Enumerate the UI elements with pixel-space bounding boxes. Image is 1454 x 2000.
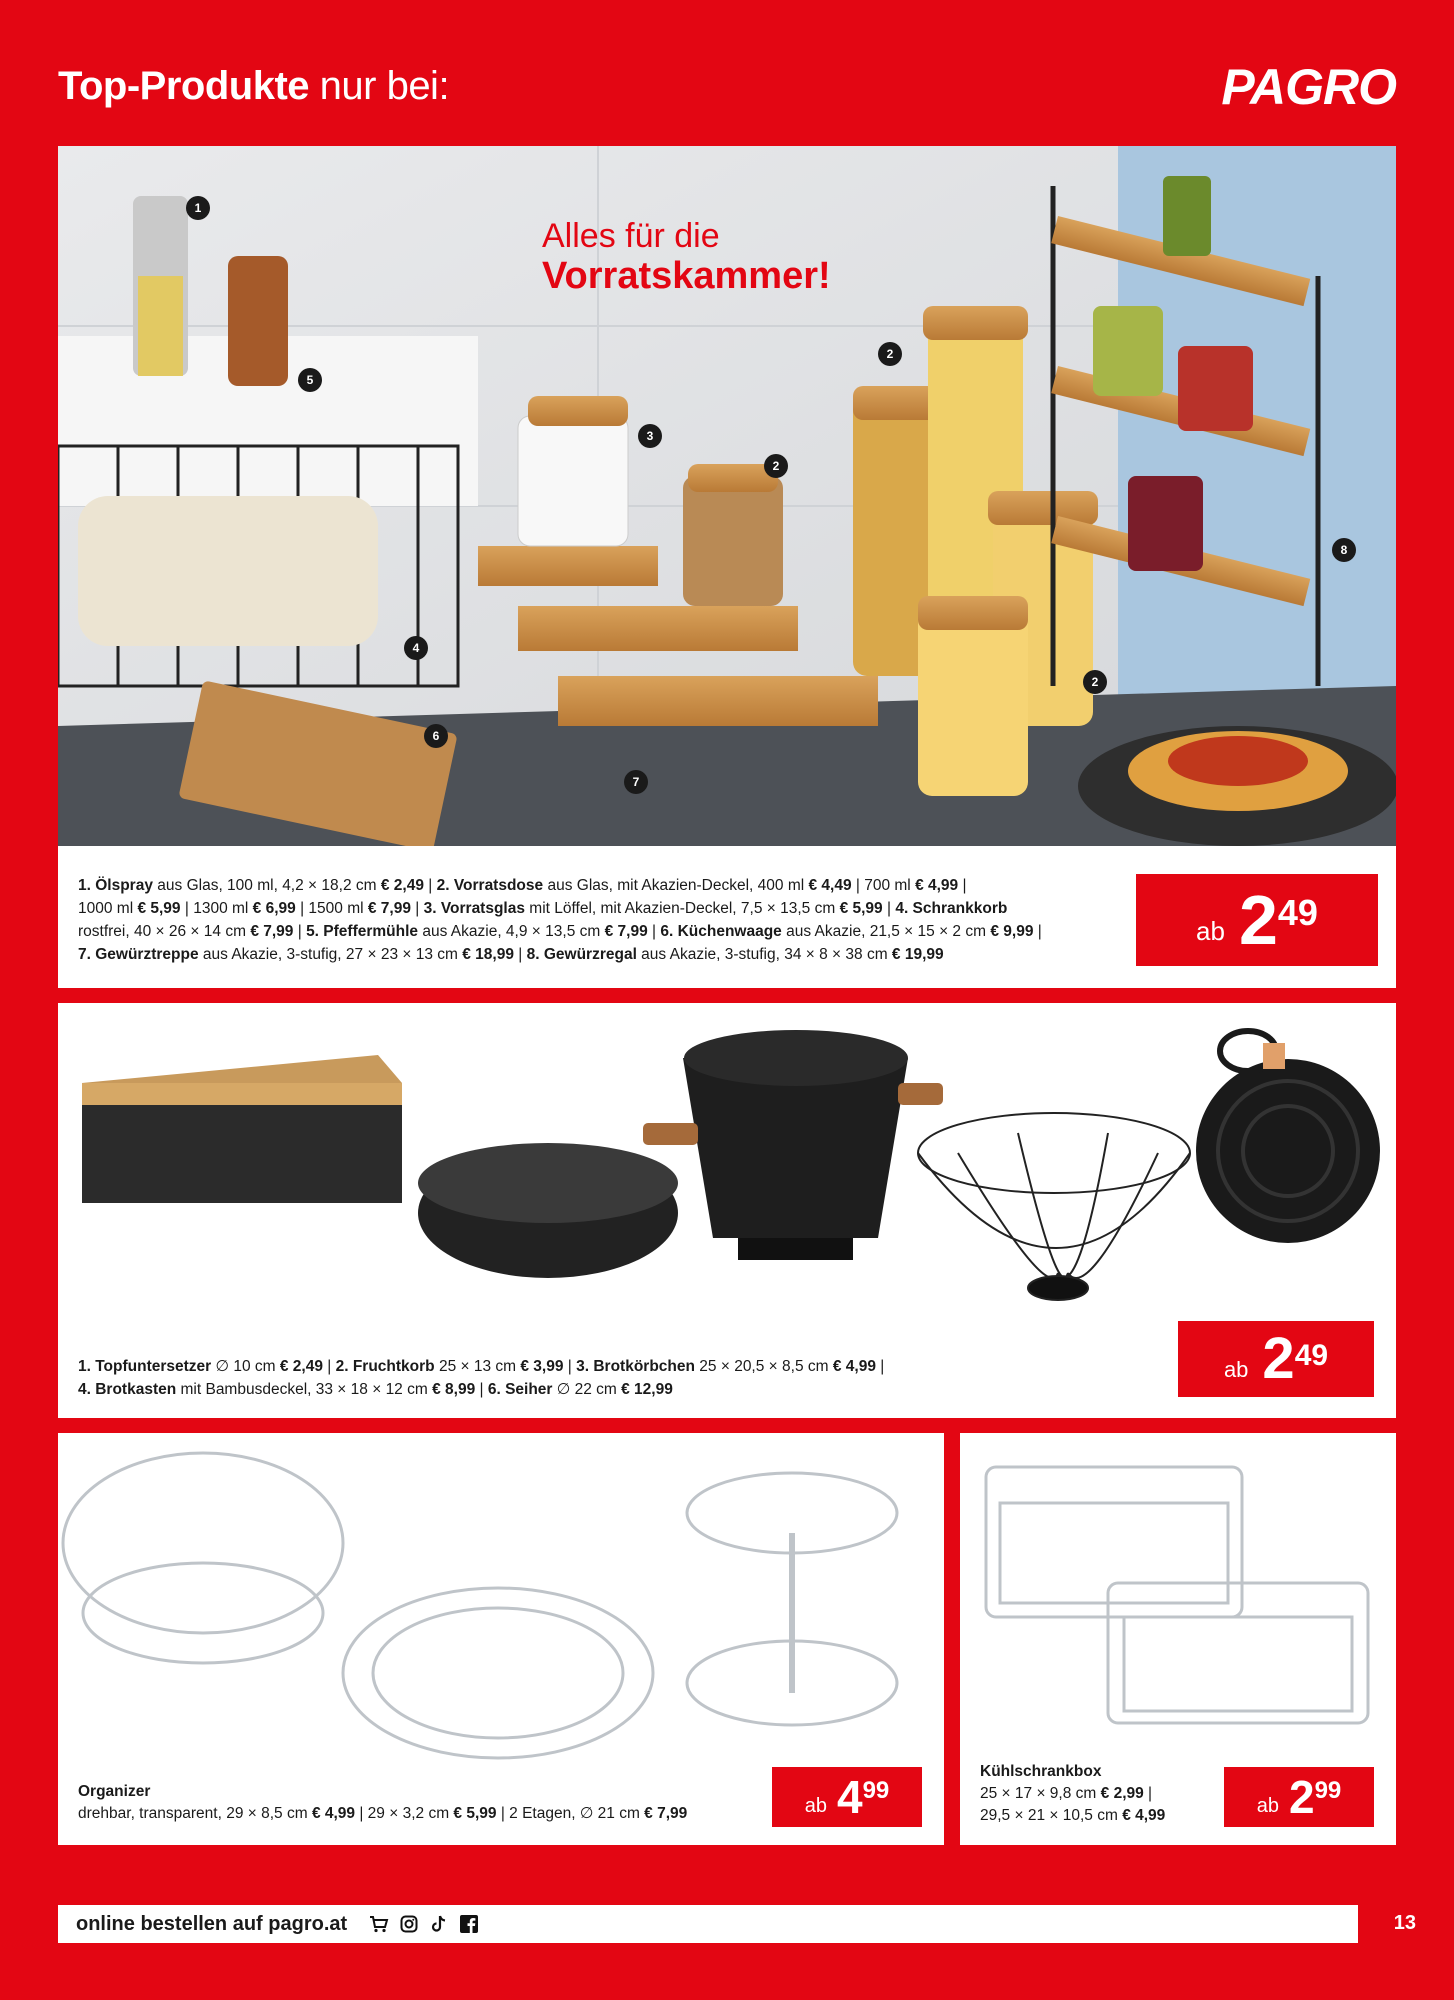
fridge-box-description [980,1783,1220,1827]
description-bold-segment: € 5,99 [137,900,181,917]
description-bold-segment: € 7,99 [250,923,294,940]
description-segment: mit Löffel, mit Akazien-Deckel, 7,5 × 13,5 cm [524,900,840,917]
olive-jar [1093,306,1163,396]
description-segment: | 2 Etagen, ∅ 21 cm [496,1805,645,1822]
description-bold-segment: € 4,99 [832,1358,876,1375]
description-segment: | [513,946,527,963]
description-segment: aus Akazie, 21,5 × 15 × 2 cm [781,923,991,940]
description-segment: 25 × 17 × 9,8 cm [980,1785,1101,1802]
pantry-description [78,874,1178,966]
price-decimal: 49 [1294,1339,1329,1372]
price-integer: 2 [1238,881,1276,959]
colander [643,1030,943,1260]
fridge-box-large [986,1467,1242,1617]
price-integer: 2 [1262,1326,1293,1391]
badge-3: 3 [638,424,662,448]
price-decimal: 99 [862,1777,890,1804]
description-line [980,1805,1220,1827]
description-bold-segment: € 19,99 [891,946,944,963]
description-bold-segment: 4. Brotkasten [78,1381,177,1398]
description-bold-segment: 2. Vorratsdose [436,877,544,894]
badge-2a: 2 [878,342,902,366]
accessories-photo [58,1003,1396,1343]
cart-icon[interactable] [369,1914,389,1934]
pantry-price-box [1136,874,1378,966]
description-bold-segment: 2. Fruchtkorb [335,1358,435,1375]
description-line [78,1355,1078,1378]
description-segment: mit Bambusdeckel, 33 × 18 × 12 cm [176,1381,433,1398]
description-bold-segment: € 4,49 [808,877,852,894]
description-line [78,920,1178,943]
pot-holder [1196,1031,1380,1243]
description-line [78,1378,1078,1401]
description-segment: | 700 ml [851,877,916,894]
organizer-price-box [772,1767,922,1827]
description-bold-segment: 6. Küchenwaage [660,923,782,940]
description-bold-segment: € 4,99 [915,877,959,894]
price-decimal: 49 [1277,892,1318,933]
description-segment: drehbar, transparent, 29 × 8,5 cm [78,1805,312,1822]
description-bold-segment: € 18,99 [462,946,514,963]
description-segment: | [882,900,896,917]
organizer-bowl [63,1453,343,1633]
tiktok-icon[interactable] [429,1914,449,1934]
description-segment: 25 × 13 cm [434,1358,521,1375]
fridge-box-text [980,1761,1220,1827]
description-bold-segment: € 9,99 [990,923,1034,940]
description-segment: | [647,923,661,940]
kitchen-accessories-section [58,1003,1396,1418]
description-bold-segment: 8. Gewürzregal [526,946,637,963]
pantry-headline [542,216,831,296]
page-title-bold: Top-Produkte [58,64,310,108]
fridge-box-photo [960,1433,1396,1753]
description-segment: ∅ 10 cm [211,1358,280,1375]
footer-bar [58,1905,1358,1943]
organizer-description [78,1803,778,1825]
description-bold-segment: 3. Vorratsglas [423,900,525,917]
description-bold-segment: 7. Gewürztreppe [78,946,199,963]
social-icons [369,1914,479,1934]
description-bold-segment: € 3,99 [520,1358,564,1375]
description-bold-segment: € 2,49 [380,877,424,894]
organizer-section [58,1433,944,1845]
fridge-box-title: Kühlschrankbox [980,1763,1102,1780]
price-ab: ab [1196,915,1225,946]
description-segment: | [410,900,424,917]
description-line [78,943,1178,966]
description-segment: | [293,923,307,940]
price-ab: ab [804,1794,827,1817]
farfalle-jar [918,606,1028,796]
price-integer: 4 [836,1771,861,1823]
description-segment: | [423,877,437,894]
pepper-mill [228,256,288,386]
description-segment: | [1033,923,1042,940]
headline-line-2: Vorratskammer! [542,255,831,297]
description-segment: | [322,1358,336,1375]
page-title [58,64,449,109]
description-line [78,874,1178,897]
organizer-text [78,1781,778,1825]
description-segment: | [475,1381,488,1398]
organizer-photo [58,1433,944,1773]
description-segment: | 29 × 3,2 cm [355,1805,454,1822]
description-segment: | [875,1358,885,1375]
badge-6: 6 [424,724,448,748]
description-bold-segment: 1. Topfuntersetzer [78,1358,212,1375]
description-segment: | [1143,1785,1153,1802]
description-bold-segment: € 5,99 [839,900,883,917]
badge-2b: 2 [764,454,788,478]
description-segment: rostfrei, 40 × 26 × 14 cm [78,923,251,940]
description-segment: aus Glas, mit Akazien-Deckel, 400 ml [543,877,809,894]
pagro-logo[interactable]: PAGRO [1221,59,1396,115]
description-bold-segment: € 2,49 [279,1358,323,1375]
organizer-title: Organizer [78,1783,151,1800]
pepper-jar [1178,346,1253,431]
badge-4: 4 [404,636,428,660]
badge-8: 8 [1332,538,1356,562]
storage-jar-small [518,416,628,546]
description-bold-segment: 3. Brotkörbchen [576,1358,695,1375]
description-bold-segment: € 6,99 [252,900,296,917]
description-line [980,1783,1220,1805]
accessories-price-box [1178,1321,1374,1397]
description-bold-segment: € 7,99 [644,1805,688,1822]
description-segment: ∅ 22 cm [552,1381,622,1398]
description-bold-segment: 1. Ölspray [78,877,153,894]
description-bold-segment: € 7,99 [367,900,411,917]
description-segment: | [958,877,967,894]
fridge-box-price-box [1224,1767,1374,1827]
description-segment: | [563,1358,577,1375]
description-bold-segment: 4. Schrankkorb [895,900,1008,917]
price-decimal: 99 [1314,1777,1342,1804]
description-segment: aus Glas, 100 ml, 4,2 × 18,2 cm [152,877,381,894]
online-order-link[interactable]: online bestellen auf pagro.at [76,1912,348,1935]
description-segment: aus Akazie, 3-stufig, 34 × 8 × 38 cm [636,946,892,963]
description-segment: | 1300 ml [180,900,253,917]
price-ab: ab [1256,1794,1279,1817]
description-bold-segment: € 4,99 [1122,1807,1166,1824]
description-bold-segment: € 2,99 [1100,1785,1144,1802]
badge-5: 5 [298,368,322,392]
price-ab: ab [1223,1357,1249,1382]
badge-2c: 2 [1083,670,1107,694]
description-bold-segment: € 7,99 [604,923,648,940]
price-integer: 2 [1288,1771,1313,1823]
page-title-rest: nur bei: [319,64,450,108]
badge-1: 1 [186,196,210,220]
description-bold-segment: 5. Pfeffermühle [306,923,419,940]
fridge-box-section [960,1433,1396,1845]
facebook-icon[interactable] [459,1914,479,1934]
pantry-section [58,146,1396,988]
fruit-basket [918,1113,1190,1300]
description-segment: | 1500 ml [295,900,368,917]
description-segment: 29,5 × 21 × 10,5 cm [980,1807,1123,1824]
lazy-susan [343,1588,653,1758]
badge-7: 7 [624,770,648,794]
description-bold-segment: 6. Seiher [487,1381,553,1398]
accessories-description [78,1355,1078,1401]
description-line [78,897,1178,920]
description-bold-segment: € 8,99 [432,1381,476,1398]
description-bold-segment: € 12,99 [621,1381,673,1398]
description-line [78,1803,778,1825]
headline-line-1: Alles für die [542,217,720,255]
description-bold-segment: € 5,99 [453,1805,497,1822]
description-segment: 1000 ml [78,900,138,917]
description-segment: aus Akazie, 4,9 × 13,5 cm [418,923,605,940]
caper-jar [1163,176,1211,256]
description-bold-segment: € 4,99 [311,1805,356,1822]
oven-mitt [78,496,378,646]
instagram-icon[interactable] [399,1914,419,1934]
bread-box [82,1055,402,1203]
description-segment: 25 × 20,5 × 8,5 cm [694,1358,833,1375]
nut-jar [683,476,783,606]
description-segment: aus Akazie, 3-stufig, 27 × 23 × 13 cm [198,946,463,963]
cherry-jar [1128,476,1203,571]
page-number: 13 [1393,1912,1416,1934]
